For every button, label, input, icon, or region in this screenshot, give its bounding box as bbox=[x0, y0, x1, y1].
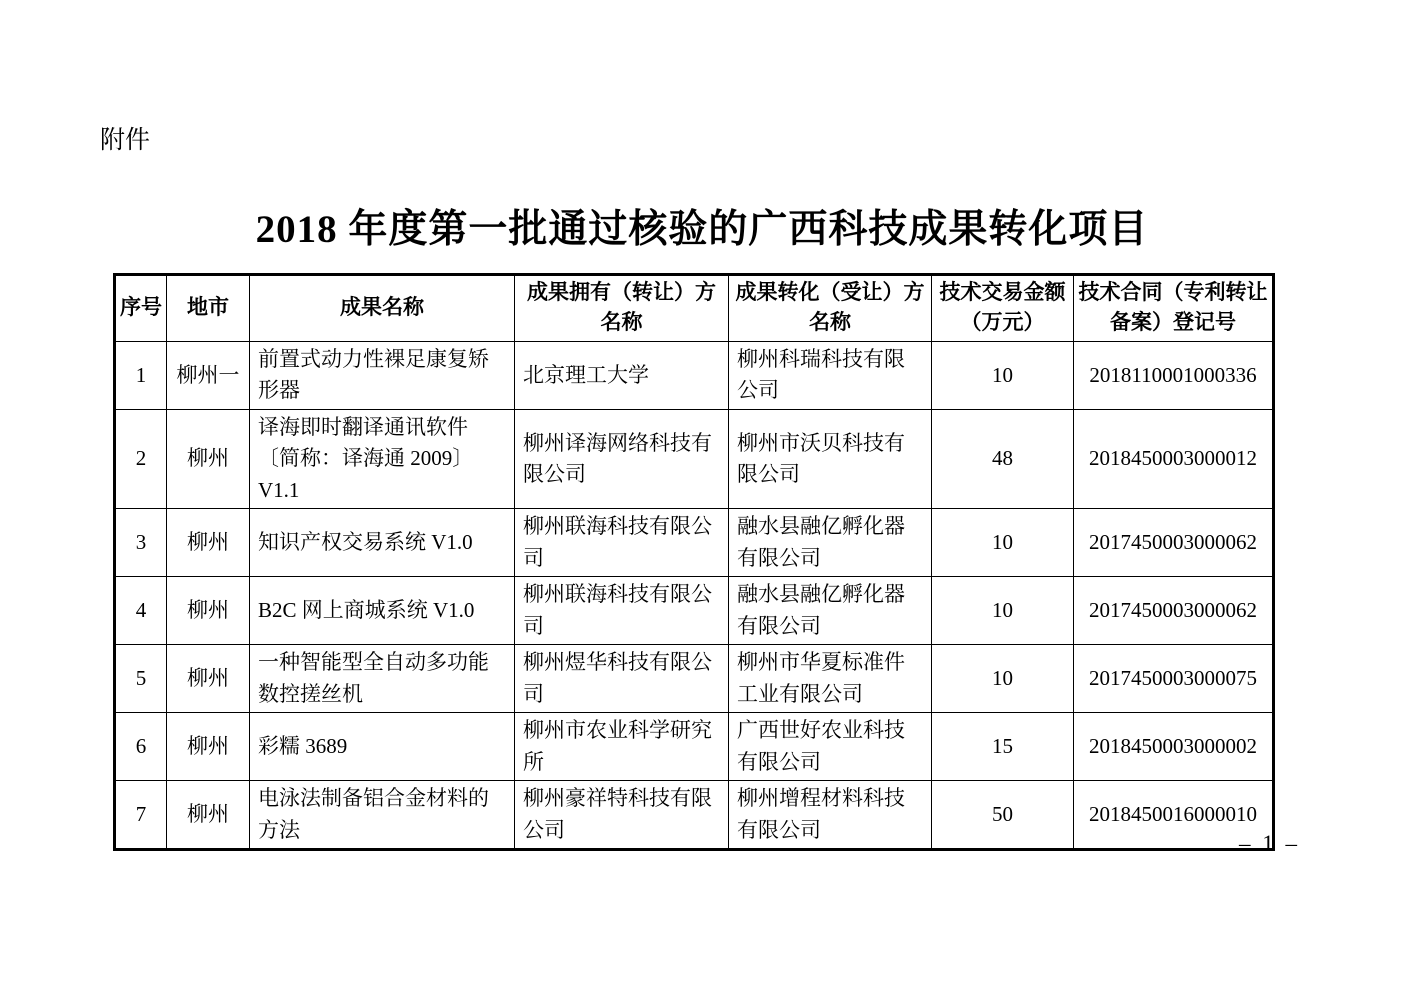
cell-registration: 2018450003000002 bbox=[1074, 713, 1274, 781]
cell-transferor: 柳州豪祥特科技有限公司 bbox=[515, 781, 729, 850]
cell-achievement: 前置式动力性裸足康复矫形器 bbox=[250, 341, 515, 409]
table-row bbox=[115, 781, 1274, 850]
attachment-label: 附件 bbox=[100, 127, 151, 154]
projects-table bbox=[113, 273, 1275, 851]
col-header-transferee: 成果转化（受让）方名称 bbox=[729, 275, 932, 342]
cell-seq: 5 bbox=[115, 645, 167, 713]
cell-achievement: 电泳法制备铝合金材料的方法 bbox=[250, 781, 515, 850]
cell-transferor: 北京理工大学 bbox=[515, 341, 729, 409]
col-header-achievement: 成果名称 bbox=[250, 275, 515, 342]
table-row bbox=[115, 713, 1274, 781]
cell-amount: 10 bbox=[932, 577, 1074, 645]
cell-registration: 2017450003000062 bbox=[1074, 577, 1274, 645]
cell-amount: 48 bbox=[932, 409, 1074, 509]
cell-registration: 2018110001000336 bbox=[1074, 341, 1274, 409]
table-row bbox=[115, 341, 1274, 409]
cell-city: 柳州 bbox=[167, 409, 250, 509]
cell-achievement: 彩糯 3689 bbox=[250, 713, 515, 781]
cell-transferor: 柳州联海科技有限公司 bbox=[515, 577, 729, 645]
cell-transferee: 融水县融亿孵化器有限公司 bbox=[729, 509, 932, 577]
cell-achievement: 知识产权交易系统 V1.0 bbox=[250, 509, 515, 577]
cell-achievement: 一种智能型全自动多功能数控搓丝机 bbox=[250, 645, 515, 713]
cell-transferor: 柳州联海科技有限公司 bbox=[515, 509, 729, 577]
cell-transferee: 融水县融亿孵化器有限公司 bbox=[729, 577, 932, 645]
cell-seq: 6 bbox=[115, 713, 167, 781]
cell-transferor: 柳州市农业科学研究所 bbox=[515, 713, 729, 781]
cell-transferee: 柳州增程材料科技有限公司 bbox=[729, 781, 932, 850]
cell-seq: 4 bbox=[115, 577, 167, 645]
table-row bbox=[115, 409, 1274, 509]
table-header-row bbox=[115, 275, 1274, 342]
cell-city: 柳州 bbox=[167, 781, 250, 850]
col-header-city: 地市 bbox=[167, 275, 250, 342]
cell-registration: 2017450003000062 bbox=[1074, 509, 1274, 577]
cell-registration: 2018450016000010 bbox=[1074, 781, 1274, 850]
cell-city: 柳州一 bbox=[167, 341, 250, 409]
cell-achievement: B2C 网上商城系统 V1.0 bbox=[250, 577, 515, 645]
cell-seq: 1 bbox=[115, 341, 167, 409]
col-header-seq: 序号 bbox=[115, 275, 167, 342]
table-row bbox=[115, 645, 1274, 713]
cell-registration: 2018450003000012 bbox=[1074, 409, 1274, 509]
table-row bbox=[115, 509, 1274, 577]
cell-transferor: 柳州译海网络科技有限公司 bbox=[515, 409, 729, 509]
col-header-amount: 技术交易金额（万元） bbox=[932, 275, 1074, 342]
table-row bbox=[115, 577, 1274, 645]
cell-amount: 50 bbox=[932, 781, 1074, 850]
cell-transferor: 柳州煜华科技有限公司 bbox=[515, 645, 729, 713]
cell-city: 柳州 bbox=[167, 509, 250, 577]
cell-transferee: 柳州科瑞科技有限公司 bbox=[729, 341, 932, 409]
page-title: 2018 年度第一批通过核验的广西科技成果转化项目 bbox=[255, 208, 1149, 251]
cell-transferee: 广西世好农业科技有限公司 bbox=[729, 713, 932, 781]
cell-seq: 7 bbox=[115, 781, 167, 850]
cell-amount: 15 bbox=[932, 713, 1074, 781]
cell-amount: 10 bbox=[932, 645, 1074, 713]
cell-amount: 10 bbox=[932, 341, 1074, 409]
col-header-registration: 技术合同（专利转让备案）登记号 bbox=[1074, 275, 1274, 342]
cell-achievement: 译海即时翻译通讯软件〔简称：译海通 2009〕V1.1 bbox=[250, 409, 515, 509]
cell-registration: 2017450003000075 bbox=[1074, 645, 1274, 713]
page-number: – 1 – bbox=[1239, 831, 1300, 856]
cell-seq: 2 bbox=[115, 409, 167, 509]
cell-transferee: 柳州市华夏标准件工业有限公司 bbox=[729, 645, 932, 713]
cell-amount: 10 bbox=[932, 509, 1074, 577]
cell-city: 柳州 bbox=[167, 713, 250, 781]
cell-city: 柳州 bbox=[167, 645, 250, 713]
cell-seq: 3 bbox=[115, 509, 167, 577]
cell-transferee: 柳州市沃贝科技有限公司 bbox=[729, 409, 932, 509]
cell-city: 柳州 bbox=[167, 577, 250, 645]
col-header-transferor: 成果拥有（转让）方名称 bbox=[515, 275, 729, 342]
